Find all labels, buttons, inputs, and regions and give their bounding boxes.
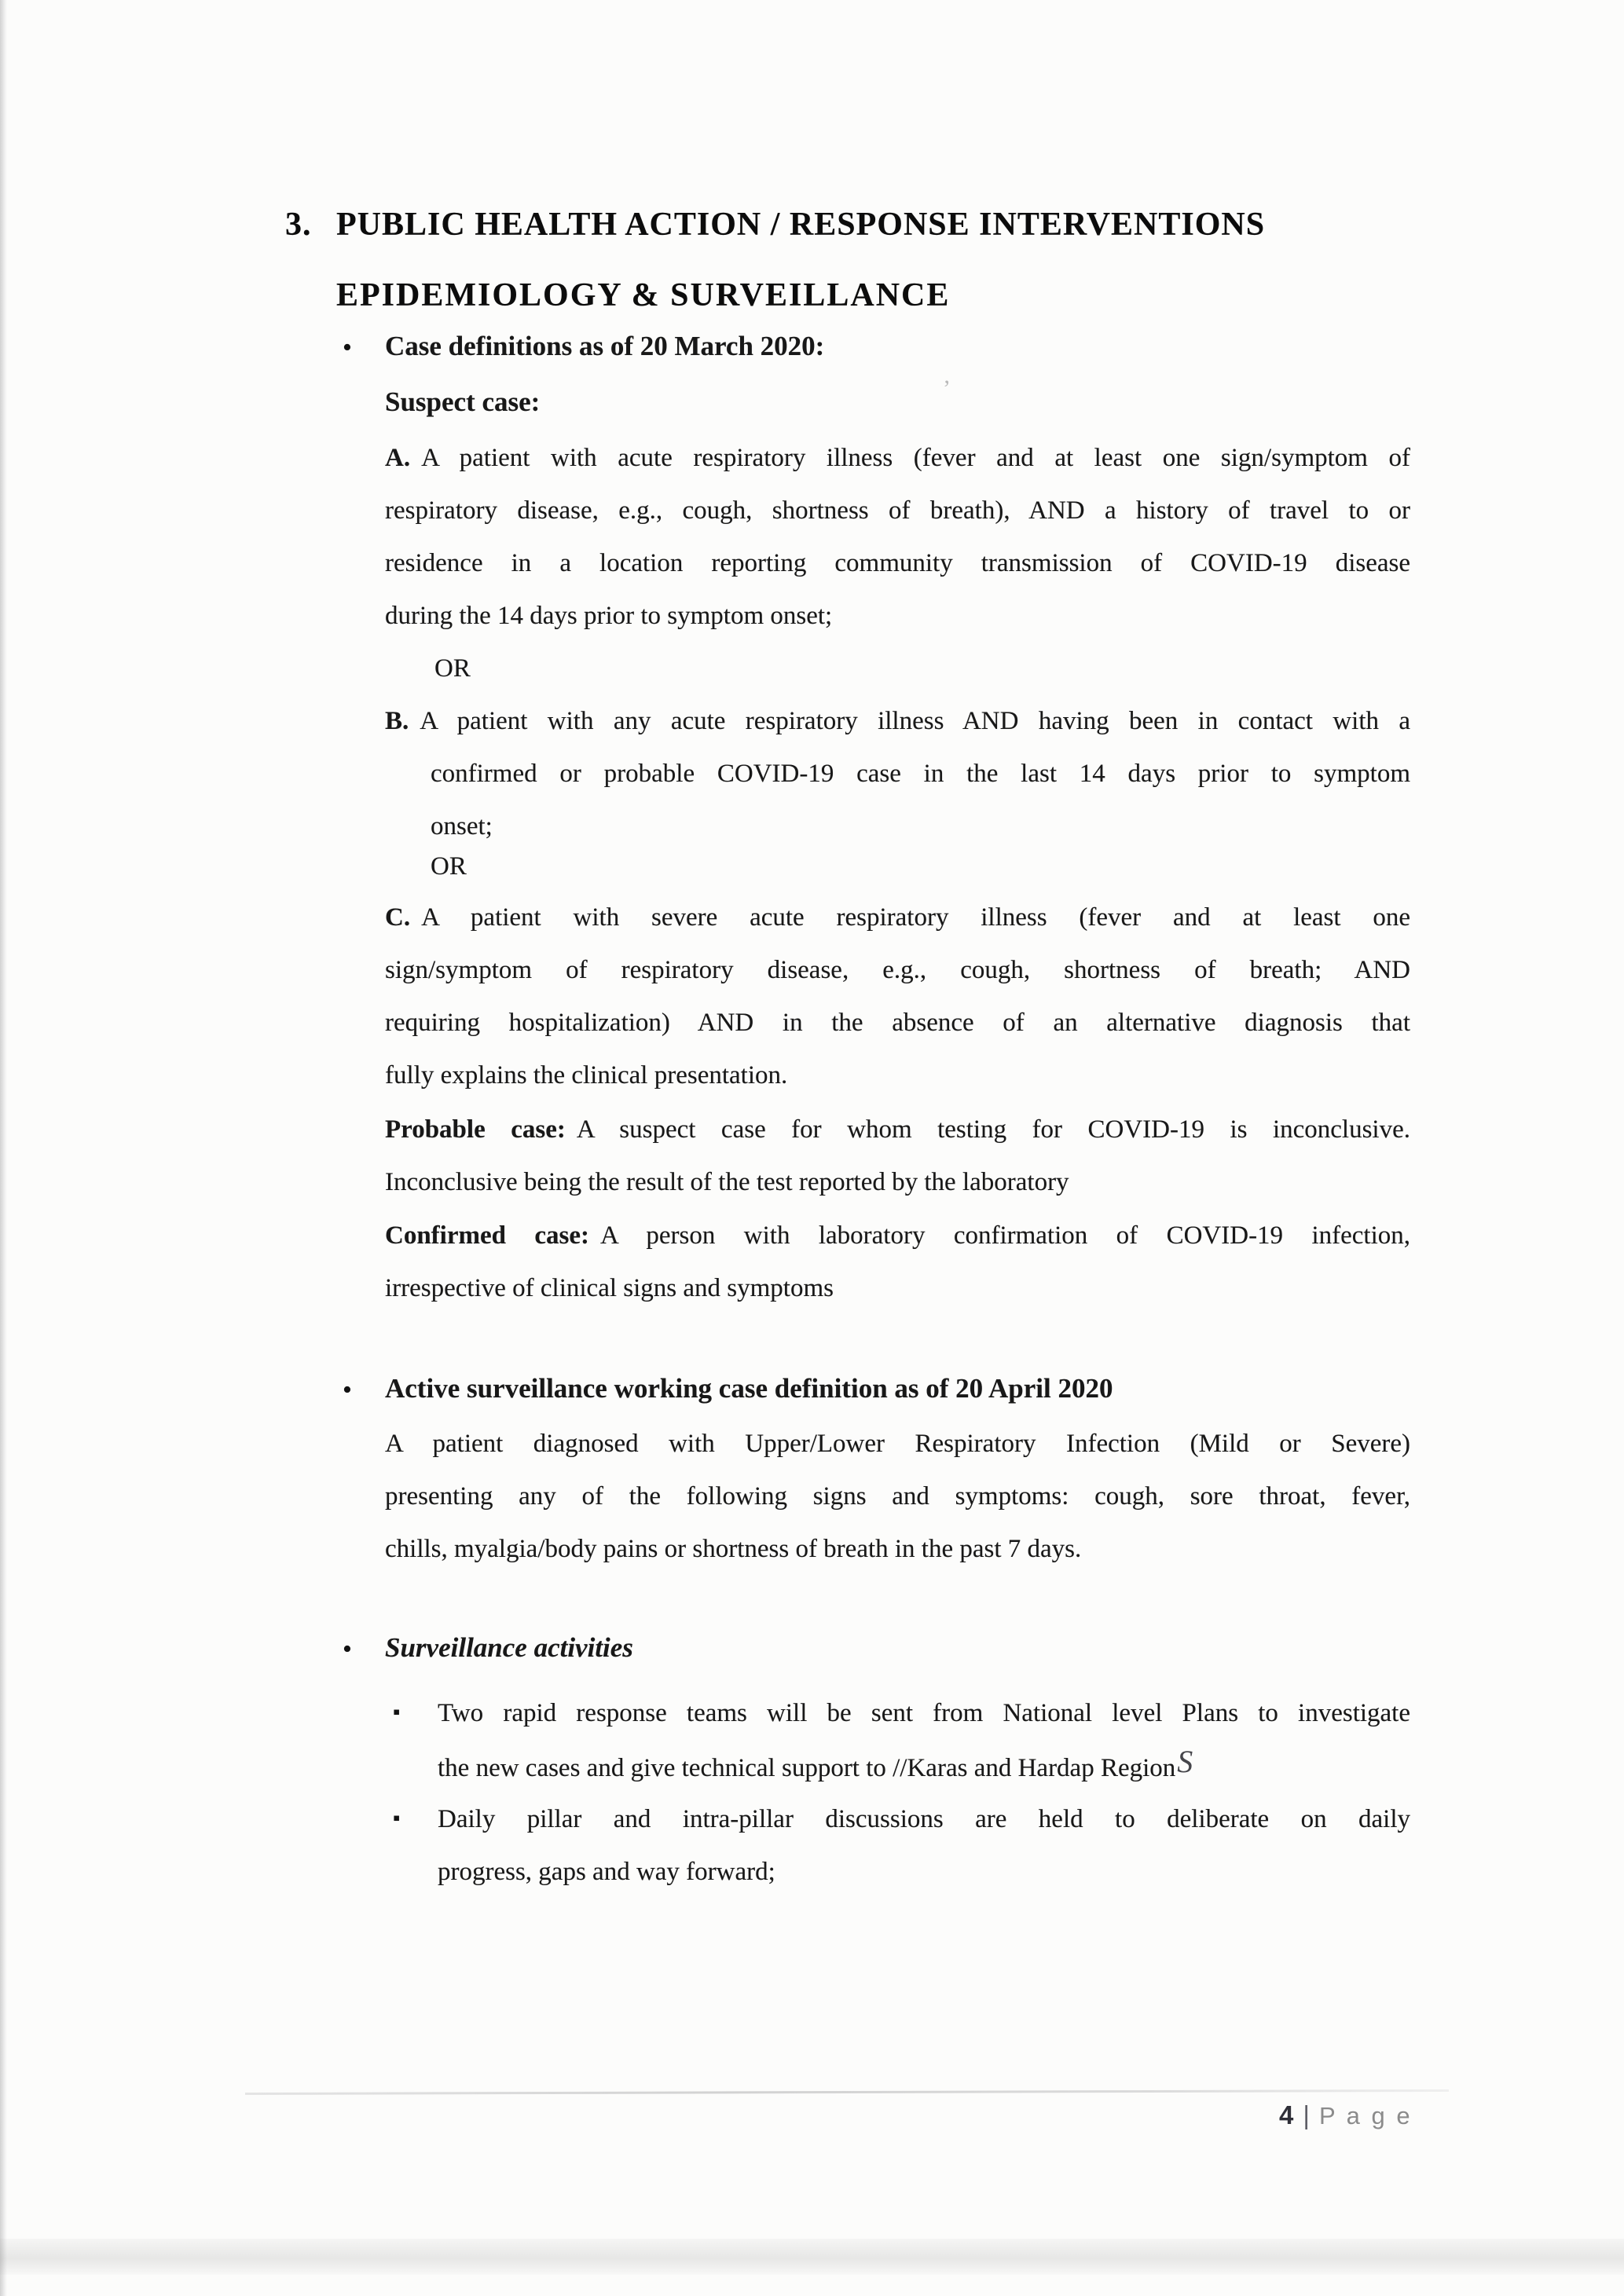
page-footer <box>1279 2100 1413 2130</box>
item-a-line2: respiratory disease, e.g., cough, shortness of breath), AND a history of travel to or <box>385 496 1410 525</box>
footer-divider-line <box>245 2089 1449 2095</box>
item-a-line4: during the 14 days prior to symptom onset; <box>385 602 833 630</box>
section-title-line2: EPIDEMIOLOGY & SURVEILLANCE <box>336 277 951 313</box>
item-c-line3: requiring hospitalization) AND in the absence of an alternative diagnosis that <box>385 1009 1410 1037</box>
item-a-line3: residence in a location reporting community transmission of COVID-19 disease <box>385 549 1410 577</box>
item-a-line1 <box>385 440 1410 476</box>
square-bullet-icon: ▪ <box>393 1701 401 1723</box>
activity-item1-line1: Two rapid response teams will be sent from National level Plans to investigate <box>438 1699 1410 1727</box>
activity-item2-line2: progress, gaps and way forward; <box>438 1858 775 1886</box>
item-c-line2: sign/symptom of respiratory disease, e.g., cough, shortness of breath; AND <box>385 956 1410 984</box>
active-surveillance-title: Active surveillance working case definition as of 20 April 2020 <box>385 1373 1113 1404</box>
footer-page-word: P a g e <box>1318 2102 1413 2129</box>
scan-speck: ’ <box>943 375 951 401</box>
surveillance-activities-title: Surveillance activities <box>385 1632 633 1663</box>
case-definitions-title: Case definitions as of 20 March 2020: <box>385 331 825 361</box>
item-b-line1 <box>385 703 1410 739</box>
probable-case-label: Probable case: <box>385 1115 566 1144</box>
confirmed-case-text: A person with laboratory confirmation of COVID-19 infection, <box>600 1221 1410 1250</box>
confirmed-case-label: Confirmed case: <box>385 1221 589 1250</box>
item-c-text: A patient with severe acute respiratory illness (fever and at least one <box>421 903 1410 932</box>
or-separator-2: OR <box>431 852 467 881</box>
bullet-icon: • <box>343 1375 352 1404</box>
confirmed-case-line1 <box>385 1218 1410 1254</box>
activity-item2-line1: Daily pillar and intra-pillar discussions are held to deliberate on daily <box>438 1805 1410 1833</box>
item-b-line2: confirmed or probable COVID-19 case in the last 14 days prior to symptom <box>431 760 1410 788</box>
footer-separator: | <box>1303 2100 1310 2129</box>
probable-case-text: A suspect case for whom testing for COVID-19 is inconclusive. <box>576 1115 1410 1144</box>
item-b-label: B. <box>385 707 409 735</box>
item-c-line1 <box>385 899 1410 936</box>
item-b-line3: onset; <box>431 812 493 840</box>
probable-case-line1 <box>385 1111 1410 1148</box>
active-surveillance-line3: chills, myalgia/body pains or shortness of breath in the past 7 days. <box>385 1535 1082 1563</box>
item-c-label: C. <box>385 903 411 932</box>
item-a-label: A. <box>385 444 411 472</box>
page-number: 4 <box>1279 2100 1294 2129</box>
region-suffix-mark: S <box>1177 1744 1193 1779</box>
active-surveillance-line1: A patient diagnosed with Upper/Lower Respiratory Infection (Mild or Severe) <box>385 1430 1410 1458</box>
square-bullet-icon: ▪ <box>393 1807 401 1829</box>
activity-item1-text: the new cases and give technical support to //Karas and Hardap Region <box>438 1754 1176 1782</box>
scan-left-edge <box>0 0 7 2296</box>
bullet-icon: • <box>343 1635 352 1664</box>
scan-bottom-edge <box>0 2239 1624 2275</box>
bullet-icon: • <box>343 333 352 362</box>
item-c-line4: fully explains the clinical presentation. <box>385 1061 788 1089</box>
activity-item1-line2 <box>438 1744 1193 1786</box>
probable-case-line2: Inconclusive being the result of the test reported by the laboratory <box>385 1168 1069 1196</box>
item-b-text: A patient with any acute respiratory illness AND having been in contact with a <box>420 707 1410 735</box>
item-a-text: A patient with acute respiratory illness (fever and at least one sign/symptom of <box>421 444 1410 472</box>
section-title-line1: PUBLIC HEALTH ACTION / RESPONSE INTERVENTIONS <box>336 207 1266 243</box>
or-separator-1: OR <box>434 654 471 683</box>
active-surveillance-line2: presenting any of the following signs and symptoms: cough, sore throat, fever, <box>385 1482 1410 1511</box>
confirmed-case-line2: irrespective of clinical signs and symptoms <box>385 1274 834 1302</box>
suspect-case-heading: Suspect case: <box>385 386 541 417</box>
section-number: 3. <box>285 207 312 243</box>
